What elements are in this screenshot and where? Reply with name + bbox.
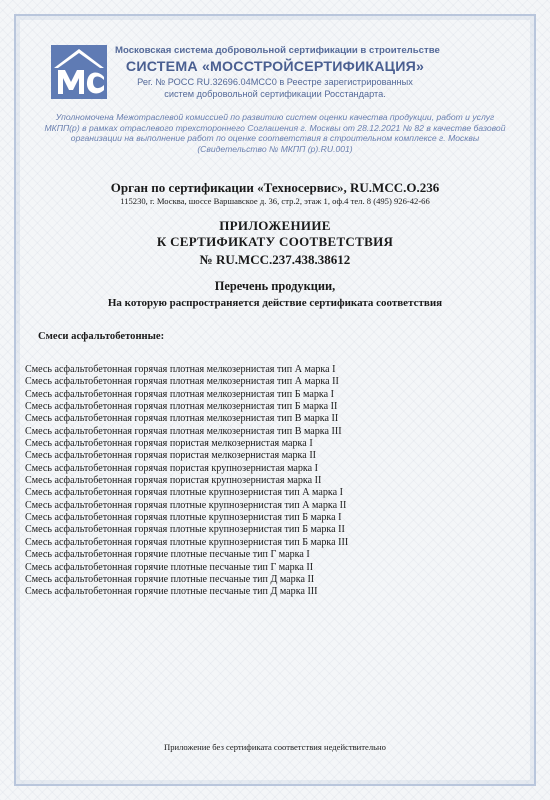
product-item: Смесь асфальтобетонная горячая плотные крупнозернистая тип А марка I xyxy=(25,487,343,499)
certification-body-address: 115230, г. Москва, шоссе Варшавское д. 36, стр.2, этаж 1, оф.4 тел. 8 (495) 926-42-66 xyxy=(120,196,430,206)
system-header xyxy=(115,44,440,100)
product-item: Смесь асфальтобетонная горячая плотная мелкозернистая тип В марка II xyxy=(25,413,339,425)
validity-note: Приложение без сертификата соответствия недействительно xyxy=(164,742,386,752)
product-item: Смесь асфальтобетонная горячая плотные крупнозернистая тип Б марка III xyxy=(25,536,349,548)
authorization-line-1: Уполномочена Межотраслевой комиссией по развитию систем оценки качества продукции, работ и услуг xyxy=(55,112,495,122)
authorization-line-4: (Свидетельство № МКПП (р).RU.001) xyxy=(197,143,353,154)
authorization-block xyxy=(28,112,522,154)
product-list-heading: Перечень продукции, xyxy=(214,279,336,293)
appendix-subtitle: К СЕРТИФИКАТУ СООТВЕТСТВИЯ xyxy=(156,234,394,249)
system-name: СИСТЕМА «МОССТРОЙСЕРТИФИКАЦИЯ» xyxy=(125,59,425,75)
scope-heading: На которую распространяется действие сертификата соответствия xyxy=(107,297,443,309)
product-item: Смесь асфальтобетонная горячая плотная мелкозернистая тип А марка II xyxy=(25,376,339,388)
header-line-1: Московская система добровольной сертификации в строительстве xyxy=(115,45,440,56)
product-item: Смесь асфальтобетонная горячие плотные песчаные тип Г марка II xyxy=(25,561,314,573)
authorization-line-3: организации на выполнение работ по оценке соответствия в строительном комплексе г. Москвы xyxy=(70,133,480,144)
product-item: Смесь асфальтобетонная горячая пористая крупнозернистая марка I xyxy=(25,462,319,474)
product-item: Смесь асфальтобетонная горячая плотная мелкозернистая тип В марка III xyxy=(25,425,342,437)
product-item: Смесь асфальтобетонная горячая пористая мелкозернистая марка II xyxy=(25,450,317,462)
product-item: Смесь асфальтобетонная горячие плотные песчаные тип Д марка III xyxy=(25,586,318,598)
product-item: Смесь асфальтобетонная горячая плотные крупнозернистая тип А марка II xyxy=(25,499,347,511)
product-list xyxy=(25,364,525,599)
appendix-title: ПРИЛОЖЕНИИЕ xyxy=(219,218,331,233)
product-item: Смесь асфальтобетонная горячие плотные песчаные тип Д марка II xyxy=(25,573,315,585)
registration-line-2: систем добровольной сертификации Росстандарта. xyxy=(164,88,386,99)
product-item: Смесь асфальтобетонная горячая плотная мелкозернистая тип Б марка I xyxy=(25,388,334,400)
authorization-line-2: МКПП(р) в рамках отраслевого трехстороннего Соглашения г. Москвы от 28.12.2021 № 82 в качестве базовой xyxy=(44,122,506,133)
product-item: Смесь асфальтобетонная горячая плотная мелкозернистая тип Б марка II xyxy=(25,401,338,413)
certificate-number: № RU.MCC.237.438.38612 xyxy=(199,252,351,267)
section-title: Смеси асфальтобетонные: xyxy=(38,331,165,342)
product-item: Смесь асфальтобетонная горячая плотные крупнозернистая тип Б марка I xyxy=(25,512,342,524)
product-item: Смесь асфальтобетонная горячая пористая мелкозернистая марка I xyxy=(25,438,313,450)
mss-house-logo-icon xyxy=(50,44,108,100)
product-item: Смесь асфальтобетонная горячая плотная мелкозернистая тип А марка I xyxy=(25,364,336,375)
product-item: Смесь асфальтобетонная горячая пористая крупнозернистая марка II xyxy=(25,475,322,487)
product-item: Смесь асфальтобетонная горячая плотные крупнозернистая тип Б марка II xyxy=(25,524,345,536)
product-item: Смесь асфальтобетонная горячие плотные песчаные тип Г марка I xyxy=(25,549,310,561)
registration-line: Рег. № РОСС RU.32696.04МСС0 в Реестре зарегистрированных xyxy=(137,77,413,87)
certification-body-title: Орган по сертификации «Техносервис», RU.MCC.O.236 xyxy=(110,180,440,195)
